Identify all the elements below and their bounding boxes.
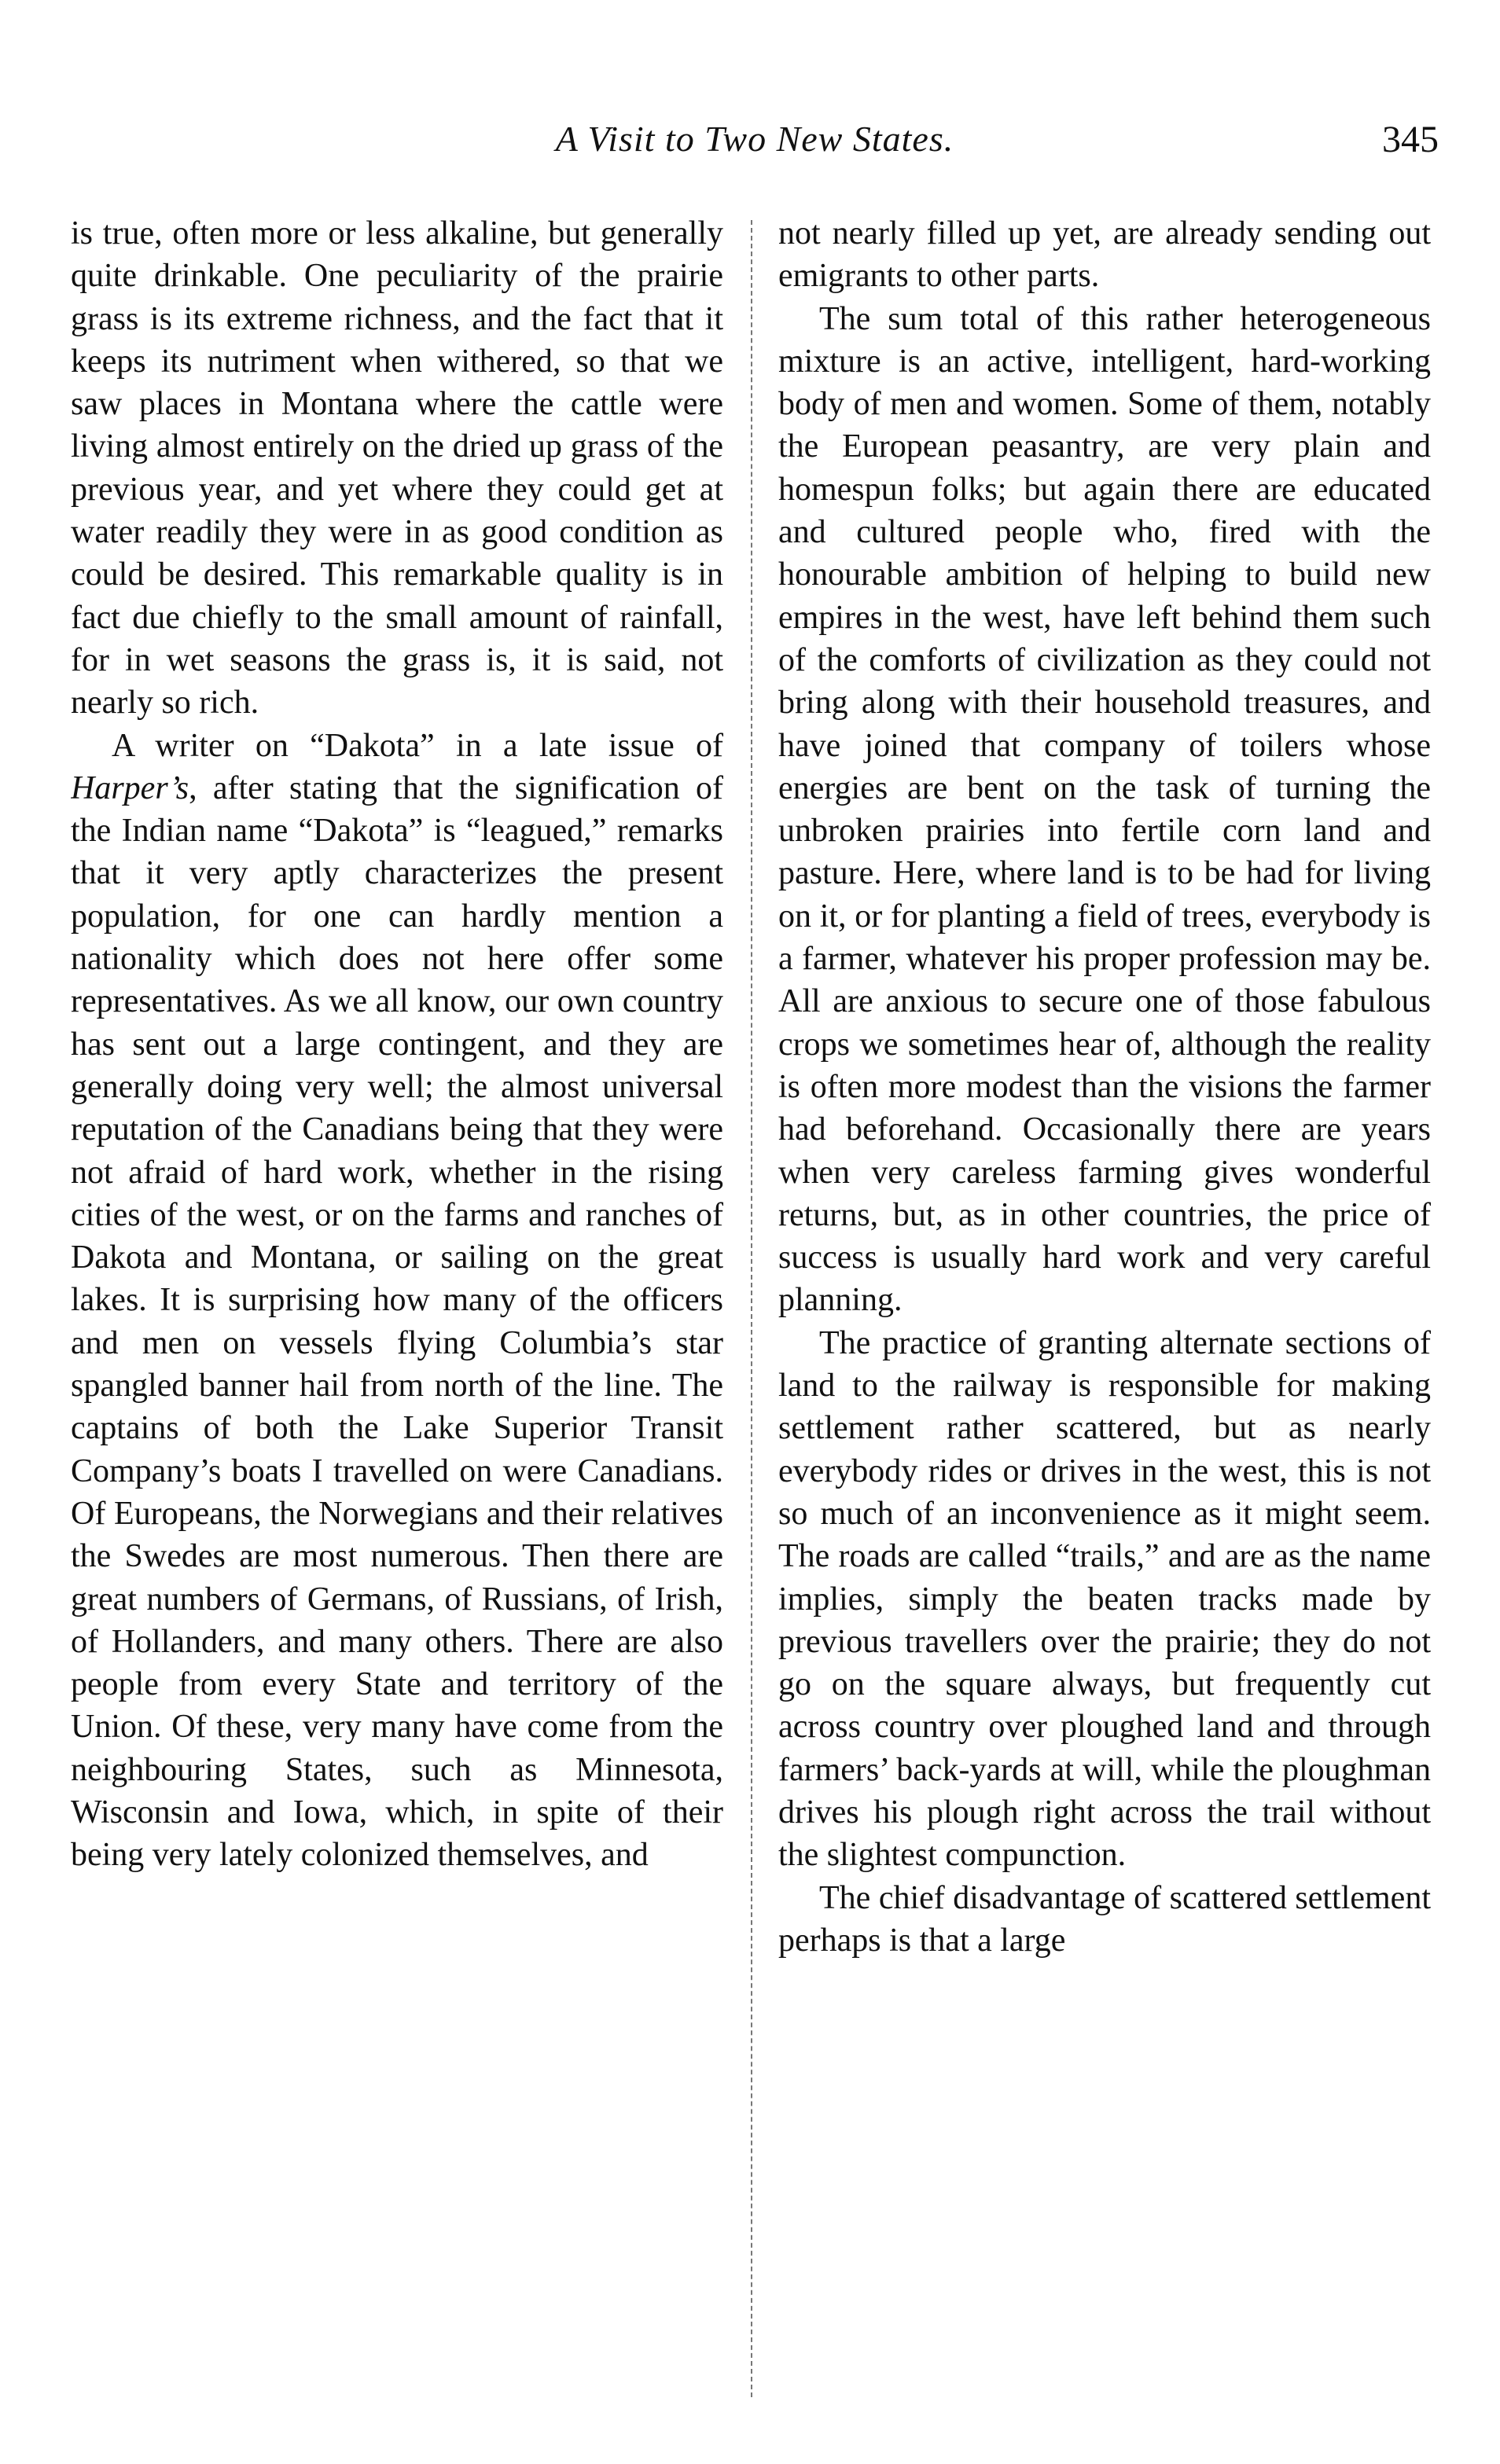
left-paragraph-1: is true, often more or less alkaline, but generally quite drinkable. One peculiarity of the prairie grass is its extreme richness, and the fact that it keeps its nutriment when withered, so that we saw places in Montana where the cattle were living almost entirely on the dried up grass of the previous year, and yet where they could get at water readily they were in as good condition as could be desired. This remarkable quality is in fact due chiefly to the small amount of rainfall, for in wet seasons the grass is, it is said, not nearly so rich. bbox=[71, 215, 723, 722]
page-title: A Visit to Two New States. bbox=[555, 119, 954, 159]
left-paragraph-2 bbox=[71, 725, 723, 1877]
left-column bbox=[71, 212, 723, 2397]
paragraph-text: , after stating that the signification of the Indian name “Dakota” is “leagued,” remarks that it very aptly characterizes the present population, for one can hardly mention a nationality which does not here offer some representatives. As we all know, our own country has sent out a large contingent, and they are generally doing very well; the almost universal reputation of the Canadians being that they were not afraid of hard work, whether in the rising cities of the west, or on the farms and ranches of Dakota and Montana, or sailing on the great lakes. It is surprising how many of the officers and men on vessels flying Columbia’s star spangled banner hail from north of the line. The captains of both the Lake Superior Transit Company’s boats I travelled on were Canadians. Of Europeans, the Norwegians and their relatives the Swedes are most numerous. Then there are great numbers of Germans, of Russians, of Irish, of Hollanders, and many others. There are also people from every State and territory of the Union. Of these, very many have come from the neighbouring States, such as Minnesota, Wisconsin and Iowa, which, in spite of their being very lately colonized themselves, and bbox=[71, 769, 723, 1874]
column-divider bbox=[751, 220, 752, 2397]
right-paragraph-2: The sum total of this rather heterogeneous mixture is an active, intelligent, hard-working body of men and women. Some of them, notably the European peasantry, are very plain and homespun folks; but again there are educated and cultured people who, fired with the honourable ambition of helping to build new empires in the west, have left behind them such of the comforts of civilization as they could not bring along with their household treasures, and have joined that company of toilers whose energies are bent on the task of turning the unbroken prairies into fertile corn land and pasture. Here, where land is to be had for living on it, or for planting a field of trees, everybody is a farmer, whatever his proper profession may be. All are anxious to secure one of those fabulous crops we sometimes hear of, although the reality is often more modest than the visions the farmer had beforehand. Occasionally there are years when very careless farming gives wonderful returns, but, as in other countries, the price of success is usually hard work and very careful planning. bbox=[778, 300, 1431, 1319]
paragraph-text: A writer on “Dakota” in a late issue of bbox=[112, 727, 723, 764]
running-head bbox=[71, 118, 1439, 181]
right-paragraph-1: not nearly filled up yet, are already sending out emigrants to other parts. bbox=[778, 215, 1431, 295]
right-column bbox=[778, 212, 1431, 2397]
right-paragraph-4: The chief disadvantage of scattered settlement perhaps is that a large bbox=[778, 1879, 1431, 1959]
right-paragraph-3: The practice of granting alternate sections of land to the railway is responsible for making settlement rather scattered, but as nearly everybody rides or drives in the west, this is not so much of an inconvenience as it might seem. The roads are called “trails,” and are as the name implies, simply the beaten tracks made by previous travellers over the prairie; they do not go on the square always, but frequently cut across country over ploughed land and through farmers’ back-yards at will, while the ploughman drives his plough right across the trail without the slightest compunction. bbox=[778, 1324, 1431, 1874]
page-number: 345 bbox=[1382, 119, 1439, 160]
magazine-title: Harper’s bbox=[71, 769, 189, 806]
